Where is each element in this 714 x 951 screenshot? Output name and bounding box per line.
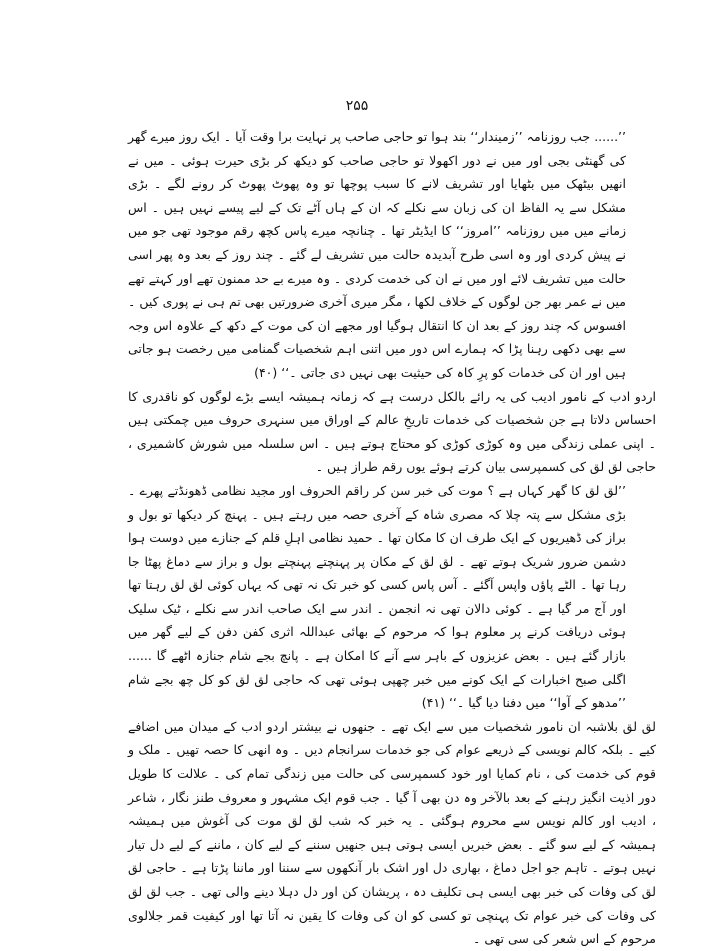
quote-block-2 xyxy=(128,479,626,715)
quote-block-1 xyxy=(128,125,626,385)
quote-text-2: ’’لق لق کا گھر کہاں ہے ؟ موت کی خبر سن کر راقم الحروف اور مجید نظامی ڈھونڈتے پھرے ۔ بڑی مشکل سے پتہ چلا کہ مصری شاہ کے آخری حصہ میں رہتے ہیں ۔ پہنچ کر دیکھا تو بول و براز کی ڈھیریوں کے ایک طرف ان کا مکان تھا ۔ حمید نظامی اہلِ قلم کے جنازے میں دوست ہوا دشمن ضرور شریک ہوتے تھے ۔ لق لق کے مکان پر پہنچتے پہنچتے بول و براز سے دماغ پھٹا جا رہا تھا ۔ الٹے پاؤں واپس آگئے ۔ آس پاس کسی کو خبر تک نہ تھی کہ یہاں کوئی لق لق رہتا تھا اور آج مر گیا ہے ۔ کوئی دالان تھی نہ انجمن ۔ اندر سے ایک صاحب اندر سے نکلے ، ٹیک سلیک ہوئی دریافت کرنے پر معلوم ہوا کہ مرحوم کے بھائی عبداللہ اثری کفن دفن کے لیے گھر میں بازار گئے ہیں ۔ بعض عزیزوں کے باہر سے آنے کا امکان ہے ۔ پانچ بجے شام جنازہ اٹھے گا ...... اگلی صبح اخبارات کے ایک کونے میں خبر چھپی ہوئی تھی کہ حاجی لق لق کو کل چھ بجے شام ’’مدھو کے آوا‘‘ میں دفنا دیا گیا ۔‘‘ xyxy=(128,482,626,711)
page-body xyxy=(128,125,656,951)
footnote-ref-41: (۴۱) xyxy=(421,695,445,711)
footnote-ref-40: (۴۰) xyxy=(254,364,278,380)
quote-text-1: ’’...... جب روزنامہ ’’زمیندار‘‘ بند ہوا تو حاجی صاحب پر نہایت برا وقت آیا ۔ ایک روز میرے گھر کی گھنٹی بجی اور میں نے دور اکھولا تو حاجی صاحب کو دیکھ کر بڑی حیرت ہوئی ۔ میں نے انھیں بیٹھک میں بٹھایا اور تشریف لانے کا سبب پوچھا تو وہ پھوٹ پھوٹ کر رونے لگے ۔ بڑی مشکل سے یہ الفاظ ان کی زبان سے نکلے کہ ان کے ہاں آٹے تک کے لیے پیسے نہیں ہیں ۔ اس زمانے میں میں روزنامہ ’’امروز‘‘ کا ایڈیٹر تھا ۔ چنانچہ میرے پاس کچھ رقم موجود تھی جو میں نے پیش کردی اور وہ اسی طرح آبدیدہ حالت میں تشریف لے گئے ۔ چند روز کے بعد وہ پھر اسی حالت میں تشریف لائے اور میں نے ان کی خدمت کردی ۔ وہ میرے بے حد ممنون تھے اور کہتے تھے میں نے عمر بھر جن لوگوں کے خلاف لکھا ، مگر میری آخری ضرورتیں بھی تم ہی نے پوری کیں ۔ افسوس کہ چند روز کے بعد ان کا انتقال ہوگیا اور مجھے ان کی موت کے دکھ کے علاوہ اس وجہ سے بھی دکھی رہنا پڑا کہ ہمارے اس دور میں اتنی اہم شخصیات گمنامی میں رخصت ہو جاتی ہیں اور ان کی خدمات کو پرِ کاہ کی حیثیت بھی نہیں دی جاتی ۔‘‘ xyxy=(128,129,626,380)
body-paragraph-2: لق لق بلاشبہ ان نامور شخصیات میں سے ایک تھے ۔ جنھوں نے بیشتر اردو ادب کے میدان میں اضافے کیے ۔ بلکہ کالم نویسی کے ذریعے عوام کی جو خدمات سرانجام دیں ۔ وہ انھی کا حصہ تھیں ۔ ملک و قوم کی خدمت کی ، نام کمایا اور خود کسمپرسی کی حالت میں زندگی تمام کی ۔ علالت کا طویل دور اذیت انگیز رہنے کے بعد بالآخر وہ دن بھی آ گیا ۔ جب قوم ایک مشہور و معروف طنز نگار ، شاعر ، ادیب اور کالم نویس سے محروم ہوگئی ۔ یہ خبر کہ شب لق لق موت کی آغوش میں ہمیشہ ہمیشہ کے لیے سو گئے ۔ بعض خبریں ایسی ہوتی ہیں جنھیں سننے کے لیے کان ، ماننے کے لیے دل تیار نہیں ہوتے ۔ تاہم جو اجل دماغ ، بھاری دل اور اشک بار آنکھوں سے سننا اور ماننا پڑتا ہے ۔ حاجی لق لق کی وفات کی خبر بھی ایسی ہی تکلیف دہ ، پریشان کن اور دل دہلا دینے والی تھی ۔ جب لق لق کی وفات کی خبر عوام تک پہنچی تو کسی کو ان کی وفات کا یقین نہ آتا تھا اور کیفیت قمر جلالوی مرحوم کے اس شعر کی سی تھی ۔ xyxy=(128,718,656,947)
body-paragraph-1: اردو ادب کے نامور ادیب کی یہ رائے بالکل درست ہے کہ زمانہ ہمیشہ ایسے بڑے لوگوں کو ناقدری کا احساس دلاتا ہے جن شخصیات کی خدمات تاریخِ عالم کے اوراق میں سنہری حروف میں چمکتی ہیں ۔ اپنی عملی زندگی میں وہ کوڑی کوڑی کو محتاج ہوتے ہیں ۔ اس سلسلہ میں شورش کاشمیری ، حاجی لق لق کی کسمپرسی بیان کرتے ہوئے یوں رقم طراز ہیں ۔ xyxy=(128,388,656,475)
page-number: ۲۵۵ xyxy=(345,98,369,114)
